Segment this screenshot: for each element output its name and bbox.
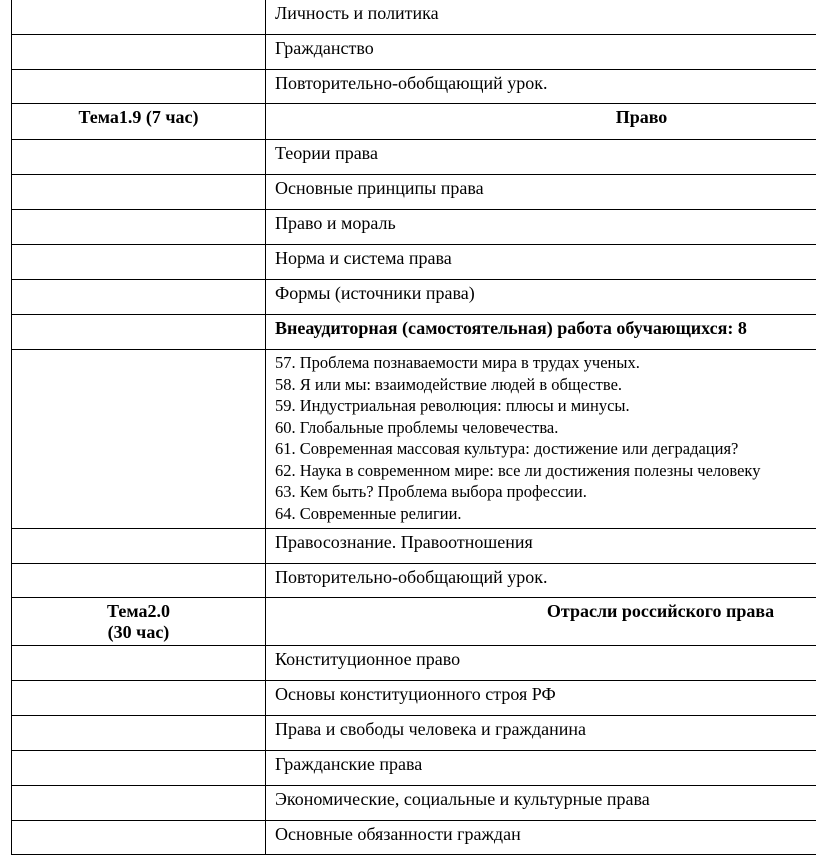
- lesson-text: Конституционное право: [275, 649, 461, 669]
- list-item: 58. Я или мы: взаимодействие людей в обществе.: [275, 374, 623, 394]
- theme-cell: [12, 210, 266, 245]
- lesson-cell: [266, 716, 816, 751]
- table-row: [12, 681, 816, 716]
- table-row: [12, 280, 816, 315]
- table-row: [12, 564, 816, 598]
- lesson-cell: [266, 681, 816, 716]
- theme-cell: [12, 598, 266, 646]
- list-item: 60. Глобальные проблемы человечества.: [275, 417, 559, 437]
- lesson-cell: [266, 0, 816, 35]
- theme-row: [12, 104, 816, 140]
- lesson-text: Повторительно-обобщающий урок.: [275, 567, 548, 587]
- theme-cell: [12, 751, 266, 786]
- lesson-text: Правосознание. Правоотношения: [275, 532, 533, 552]
- table-row: [12, 786, 816, 821]
- topics-row: [12, 350, 816, 529]
- lesson-cell: [266, 280, 816, 315]
- table-row: [12, 245, 816, 280]
- lesson-cell: [266, 140, 816, 175]
- topics-list: [266, 350, 816, 528]
- theme-label-line1: Тема2.0: [107, 601, 170, 621]
- table-row: [12, 716, 816, 751]
- table-row: [12, 315, 816, 350]
- theme-cell: [12, 564, 266, 598]
- lesson-text: Права и свободы человека и гражданина: [275, 719, 586, 739]
- independent-work-heading: Внеаудиторная (самостоятельная) работа обучающихся: 8: [275, 318, 747, 338]
- theme-cell: [12, 0, 266, 35]
- table-row: [12, 175, 816, 210]
- lesson-cell: [266, 564, 816, 598]
- lesson-text: Основные обязанности граждан: [275, 824, 521, 844]
- list-item: 64. Современные религии.: [275, 503, 462, 523]
- theme-cell: [12, 140, 266, 175]
- table-row: [12, 529, 816, 564]
- theme-label: [12, 598, 265, 643]
- lesson-cell: [266, 245, 816, 280]
- list-item: 63. Кем быть? Проблема выбора профессии.: [275, 482, 587, 501]
- theme-cell: [12, 70, 266, 104]
- table-row: [12, 646, 816, 681]
- list-item: 59. Индустриальная революция: плюсы и минусы.: [275, 396, 630, 415]
- theme-title: Право: [615, 107, 668, 127]
- theme-cell: [12, 821, 266, 855]
- theme-title-cell: [266, 598, 816, 646]
- lesson-cell: [266, 210, 816, 245]
- lesson-text: Гражданские права: [275, 754, 423, 774]
- lesson-text: Норма и система права: [275, 248, 452, 268]
- table-row: [12, 0, 816, 35]
- lesson-cell: [266, 751, 816, 786]
- list-item: 57. Проблема познаваемости мира в трудах ученых.: [275, 353, 640, 372]
- lesson-cell: [266, 821, 816, 855]
- table-row: [12, 210, 816, 245]
- table-row: [12, 821, 816, 855]
- table-row: [12, 35, 816, 70]
- theme-cell: [12, 350, 266, 529]
- theme-label-line2: (30 час): [107, 622, 170, 642]
- lesson-cell: [266, 786, 816, 821]
- lesson-text: Теории права: [275, 143, 378, 163]
- theme-title-cell: [266, 104, 816, 140]
- theme-cell: [12, 716, 266, 751]
- theme-cell: [12, 104, 266, 140]
- lesson-text: Основные принципы права: [275, 178, 484, 198]
- curriculum-table: [11, 0, 816, 855]
- lesson-cell: [266, 175, 816, 210]
- theme-cell: [12, 175, 266, 210]
- lesson-cell: [266, 529, 816, 564]
- lesson-cell: [266, 315, 816, 350]
- lesson-text: Экономические, социальные и культурные права: [275, 789, 650, 809]
- theme-row: [12, 598, 816, 646]
- list-item: 61. Современная массовая культура: достижение или деградация?: [275, 439, 739, 458]
- lesson-text: Формы (источники права): [275, 283, 475, 303]
- theme-cell: [12, 280, 266, 315]
- topics-cell: [266, 350, 816, 529]
- lesson-cell: [266, 70, 816, 104]
- table-row: [12, 140, 816, 175]
- table-row: [12, 751, 816, 786]
- list-item: 62. Наука в современном мире: все ли достижения полезны человеку: [275, 460, 761, 480]
- lesson-text: Гражданство: [275, 38, 374, 58]
- table-row: [12, 70, 816, 104]
- theme-label: Тема1.9 (7 час): [78, 107, 199, 127]
- lesson-text: Основы конституционного строя РФ: [275, 684, 556, 704]
- theme-cell: [12, 529, 266, 564]
- lesson-cell: [266, 35, 816, 70]
- lesson-cell: [266, 646, 816, 681]
- theme-cell: [12, 315, 266, 350]
- theme-cell: [12, 646, 266, 681]
- theme-title: Отрасли российского права: [546, 601, 775, 621]
- theme-cell: [12, 681, 266, 716]
- lesson-text: Право и мораль: [275, 213, 396, 233]
- theme-cell: [12, 786, 266, 821]
- theme-cell: [12, 245, 266, 280]
- lesson-text: Личность и политика: [275, 3, 439, 23]
- lesson-text: Повторительно-обобщающий урок.: [275, 73, 548, 93]
- theme-cell: [12, 35, 266, 70]
